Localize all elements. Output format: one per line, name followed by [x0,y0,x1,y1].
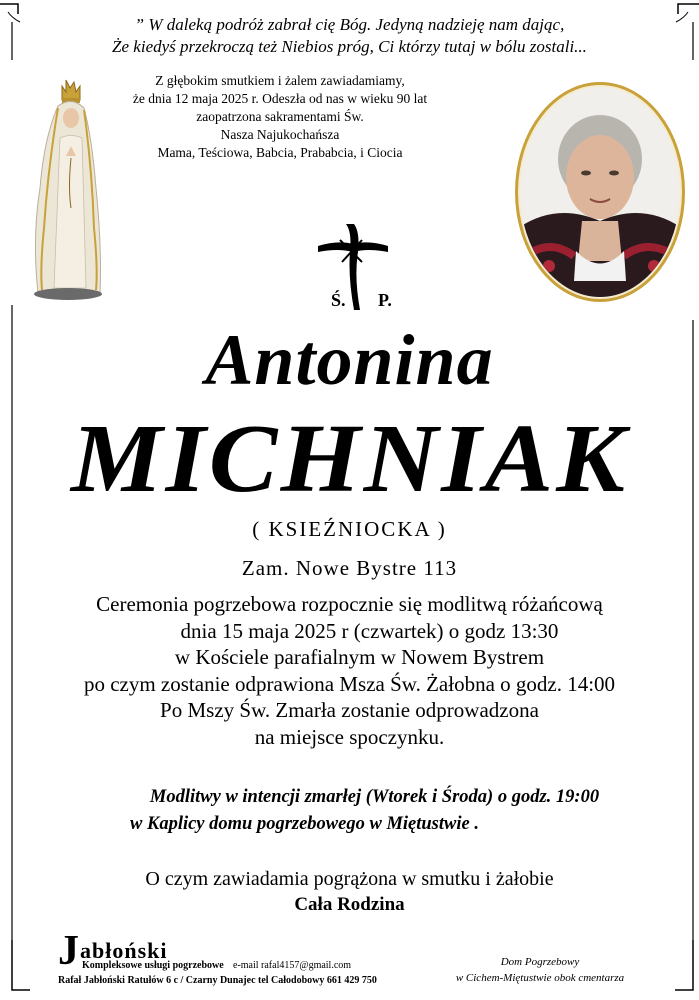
closing-line: O czym zawiadamia pogrążona w smutku i żałobie [145,868,554,890]
funeral-address-phone: Rafał Jabłoński Ratułów 6 c / Czarny Dunajec tel Całodobowy 661 429 750 [58,975,377,986]
ceremony-line-3: w Kościele parafialnym w Nowem Bystrem [174,645,545,669]
prayers-line-1: Modlitwy w intencji zmarłej (Wtorek i Środa) o godz. 19:00 [149,787,600,807]
madonna-statue-image [18,78,108,303]
funeral-home-location [430,954,650,986]
quote-line-2: Że kiedyś przekroczą też Niebios próg, Ci którzy tutaj w bólu zostali... [112,37,587,56]
prayers-line-2: w Kaplicy domu pogrzebowego w Miętustwie . [130,814,479,834]
funeral-services-text: Kompleksowe usługi pogrzebowe [82,960,224,971]
ceremony-line-4: po czym zostanie odprawiona Msza Św. Żałobna o godz. 14:00 [83,671,616,696]
home-line-1: Dom Pogrzebowy [500,956,580,968]
opening-quote [0,14,699,58]
deceased-first-name: Antonina [205,320,494,400]
home-line-2: w Cichem-Miętustwie obok cmentarza [455,972,625,984]
intro-line-5: Mama, Teściowa, Babcia, Prababcia, i Ciocia [157,145,403,160]
ceremony-line-5: Po Mszy Św. Zmarła zostanie odprowadzona [160,698,539,722]
ceremony-line-2: dnia 15 maja 2025 r (czwartek) o godz 13:30 [180,618,559,643]
intro-line-4: Nasza Najukochańsza [220,127,340,142]
announcement-intro [120,72,440,162]
sp-initial-s: Ś. [331,290,346,310]
deceased-portrait-photo [514,81,686,303]
prayers-info [50,784,699,838]
intro-line-2: że dnia 12 maja 2025 r. Odeszła od nas w wieku 90 lat [132,91,428,106]
ceremony-details [0,591,699,750]
sp-initial-p: P. [378,290,392,310]
closing-statement [0,866,699,918]
family-signature: Cała Rodzina [294,894,405,915]
quote-line-1: ” W daleką podróż zabrał cię Bóg. Jedyną nadzieję nam dając, [134,15,565,34]
logo-rest: abłoński [80,938,168,963]
funeral-email: e-mail rafal4157@gmail.com [233,960,352,971]
ceremony-line-6: na miejsce spoczynku. [254,724,445,749]
intro-line-1: Z głębokim smutkiem i żalem zawiadamiamy, [155,73,405,88]
deceased-maiden-name: ( KSIEŹNIOCKA ) [252,517,447,541]
deceased-last-name: MICHNIAK [70,405,629,513]
deceased-address: Zam. Nowe Bystre 113 [241,556,458,580]
ceremony-line-1: Ceremonia pogrzebowa rozpocznie się modlitwą różańcową [96,592,603,616]
intro-line-3: zaopatrzona sakramentami Św. [196,109,364,124]
logo-initial: J [58,928,80,974]
